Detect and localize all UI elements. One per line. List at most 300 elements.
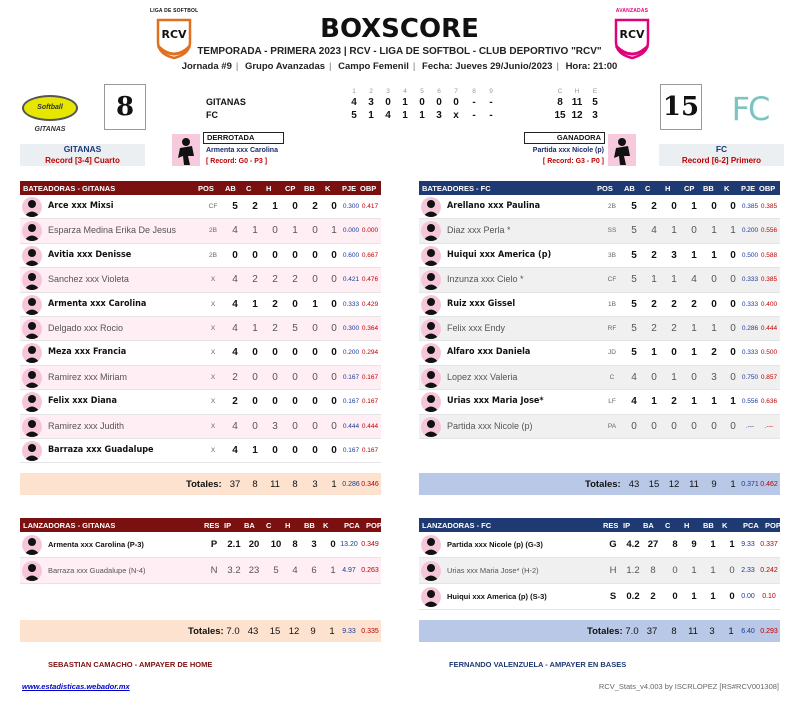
pitcher-ip: 2.1 <box>227 539 241 550</box>
batter-k: 0 <box>331 249 337 261</box>
batter-h: 0 <box>272 396 278 408</box>
batting-column-header[interactable]: POS <box>597 184 613 193</box>
totals-c: 8 <box>671 626 677 637</box>
batter-cp: 2 <box>691 298 697 310</box>
away-badge-record: Record [3-4] Cuarto <box>45 156 120 165</box>
batter-ab: 4 <box>232 298 238 310</box>
pitcher-res: P <box>210 539 218 550</box>
batter-cp: 4 <box>691 274 697 286</box>
batter-cp: 0 <box>292 420 298 432</box>
totals-k: 1 <box>329 626 335 637</box>
pitching-column-header[interactable]: C <box>665 521 671 530</box>
pitcher-pca: 9.33 <box>741 541 755 548</box>
batter-c: 0 <box>651 420 657 432</box>
player-avatar-icon <box>421 197 441 217</box>
linescore-away-name: GITANAS <box>206 97 246 107</box>
batter-pje: 0.333 <box>741 300 759 308</box>
batting-row[interactable] <box>20 195 381 219</box>
batter-name: Inzunza xxx Cielo * <box>447 274 524 285</box>
totals-c: 8 <box>252 479 258 491</box>
batter-pje: 0.167 <box>342 398 360 406</box>
pitcher-bb: 1 <box>710 591 716 602</box>
batting-row[interactable] <box>419 317 780 341</box>
batter-ab: 4 <box>232 444 238 456</box>
batting-row[interactable] <box>20 415 381 439</box>
batter-k: 0 <box>331 347 337 359</box>
batting-column-header[interactable]: AB <box>624 184 635 193</box>
away-inning-runs: 0 <box>453 97 459 108</box>
totals-bb: 9 <box>711 479 717 491</box>
pitcher-k: 0 <box>729 565 735 576</box>
batting-header <box>419 181 780 195</box>
pitching-column-header[interactable]: BA <box>643 521 654 530</box>
totals-h: 12 <box>288 626 300 637</box>
page-title: BOXSCORE <box>320 14 479 44</box>
batter-cp: 1 <box>691 201 697 212</box>
batter-cp: 0 <box>292 249 298 261</box>
pitcher-name: Huiqui xxx America (p) (S-3) <box>447 592 547 601</box>
batter-bb: 1 <box>312 298 318 310</box>
totals-bb: 3 <box>709 626 715 637</box>
batter-cp: 5 <box>292 322 298 334</box>
batter-cp: 0 <box>292 371 298 383</box>
totals-c: 15 <box>648 479 660 491</box>
totals-ba: 37 <box>646 626 658 637</box>
batter-c: 2 <box>651 322 657 334</box>
batter-pje: 0.300 <box>342 324 360 332</box>
table-spacer <box>419 463 780 473</box>
home-inning-runs: x <box>453 110 459 121</box>
player-avatar-icon <box>421 343 441 363</box>
pitching-totals <box>20 620 381 642</box>
batter-bb: 0 <box>312 225 318 237</box>
home-inning-runs: 4 <box>385 110 391 121</box>
batter-bb: 0 <box>312 322 318 334</box>
inning-header: 4 <box>403 88 407 95</box>
batter-obp: 0.667 <box>361 251 379 259</box>
batter-name: Ramirez xxx Judith <box>48 420 125 431</box>
batter-k: 0 <box>730 347 736 359</box>
totals-label: Totales: <box>186 479 222 491</box>
totals-k: 1 <box>728 626 734 637</box>
batter-position: 2B <box>608 203 616 210</box>
pitcher-name: Partida xxx Nicole (p) (G-3) <box>447 540 543 549</box>
pitcher-name: Barraza xxx Guadalupe (N-4) <box>48 566 146 575</box>
batter-k: 0 <box>730 201 736 212</box>
pitching-column-header[interactable]: H <box>684 521 690 530</box>
totals-bb: 9 <box>310 626 316 637</box>
batting-column-header[interactable]: BB <box>304 184 315 193</box>
batter-h: 2 <box>272 322 278 334</box>
pitching-column-header[interactable]: IP <box>623 521 631 530</box>
player-avatar-icon <box>421 417 441 437</box>
batter-obp: 0.500 <box>760 349 778 357</box>
pitching-column-header[interactable]: POP <box>366 521 382 530</box>
batter-k: 0 <box>730 249 736 261</box>
pitcher-res: N <box>210 565 218 576</box>
batting-column-header[interactable]: H <box>665 184 671 193</box>
batter-bb: 2 <box>711 347 717 359</box>
batting-row[interactable] <box>20 390 381 414</box>
batter-ab: 5 <box>232 201 238 212</box>
batter-obp: 0.167 <box>361 373 379 381</box>
batter-bb: 3 <box>711 371 717 383</box>
player-avatar-icon <box>421 319 441 339</box>
away-che: 5 <box>592 97 598 108</box>
pitching-row[interactable] <box>419 558 780 584</box>
batter-position: X <box>210 276 216 284</box>
batter-position: X <box>210 349 216 357</box>
pitching-column-header[interactable]: BB <box>703 521 714 530</box>
pitching-row[interactable] <box>419 584 780 610</box>
batting-totals <box>20 473 381 495</box>
website-link[interactable]: www.estadisticas.webador.mx <box>22 682 130 691</box>
batter-pje: 0.333 <box>741 349 759 357</box>
pitcher-pca: 13.20 <box>340 541 358 548</box>
batting-column-header[interactable]: C <box>246 184 252 193</box>
pitcher-pop: 0.263 <box>361 567 379 574</box>
pitcher-res: H <box>609 565 617 576</box>
player-avatar-icon <box>421 535 441 555</box>
batter-position: X <box>210 422 216 430</box>
batter-ab: 0 <box>631 420 637 432</box>
pitching-column-header[interactable]: PCA <box>743 521 759 530</box>
batting-row[interactable] <box>20 268 381 292</box>
pitching-column-header[interactable]: PCA <box>344 521 360 530</box>
player-avatar-icon <box>22 246 42 266</box>
batter-h: 0 <box>272 347 278 359</box>
batter-k: 0 <box>331 322 337 334</box>
batter-position: JD <box>608 349 616 357</box>
batting-title: BATEADORAS - GITANAS <box>23 184 116 193</box>
batter-k: 1 <box>730 396 736 408</box>
batting-row[interactable] <box>20 317 381 341</box>
home-pitching-table <box>419 518 780 642</box>
totals-k: 1 <box>331 479 337 491</box>
batter-position: PA <box>607 422 617 430</box>
batter-ab: 4 <box>232 322 238 334</box>
batter-position: 2B <box>209 227 217 235</box>
batter-c: 1 <box>651 347 657 359</box>
inning-header: 3 <box>386 88 390 95</box>
batting-column-header[interactable]: C <box>645 184 651 193</box>
batter-h: 1 <box>272 201 278 212</box>
batting-row[interactable] <box>20 219 381 243</box>
table-filler <box>20 584 381 620</box>
away-inning-runs: 0 <box>436 97 442 108</box>
batting-row[interactable] <box>419 219 780 243</box>
batter-c: 2 <box>651 298 657 310</box>
batter-ab: 4 <box>232 347 238 359</box>
batter-ab: 2 <box>232 396 238 408</box>
player-avatar-icon <box>22 392 42 412</box>
batting-row[interactable] <box>419 366 780 390</box>
pitcher-k: 0 <box>729 591 735 602</box>
batter-c: 1 <box>252 444 258 456</box>
totals-h: 11 <box>688 626 698 637</box>
batter-position: X <box>210 373 216 381</box>
batter-bb: 1 <box>711 225 717 237</box>
pitcher-ba: 27 <box>647 539 659 550</box>
home-inning-runs: 1 <box>419 110 425 121</box>
home-badge-record: Record [6-2] Primero <box>681 156 762 165</box>
batting-title: BATEADORES - FC <box>422 184 491 193</box>
totals-ip: 7.0 <box>226 626 240 637</box>
batter-obp: 0.476 <box>361 276 379 284</box>
away-che: 11 <box>571 97 583 108</box>
pitcher-k: 0 <box>330 539 336 550</box>
batter-cp: 1 <box>691 396 697 408</box>
pitcher-c: 0 <box>672 565 678 576</box>
winning-pitcher-name: Partida xxx Nicole (p) <box>532 147 604 154</box>
batter-h: 2 <box>272 298 278 310</box>
table-filler <box>419 439 780 463</box>
away-logo-text: Softball GITANAS <box>34 104 66 133</box>
batter-k: 0 <box>730 420 736 432</box>
batter-pje: 0.385 <box>741 203 759 210</box>
batter-cp: 1 <box>691 322 697 334</box>
pitching-column-header[interactable]: IP <box>224 521 232 530</box>
player-avatar-icon <box>22 368 42 388</box>
batter-pje: .--- <box>745 422 755 430</box>
totals-pje: 0.371 <box>741 481 759 489</box>
pitching-row[interactable] <box>20 532 381 558</box>
game-field: Campo Femenil <box>338 61 409 72</box>
pitching-column-header[interactable]: BA <box>244 521 255 530</box>
batting-column-header[interactable]: CP <box>684 184 695 193</box>
pitching-column-header[interactable]: H <box>285 521 291 530</box>
batter-ab: 5 <box>631 274 637 286</box>
batter-position: X <box>210 398 216 406</box>
home-inning-runs: - <box>489 110 493 121</box>
batter-name: Armenta xxx Carolina <box>48 298 147 309</box>
home-che: 12 <box>571 110 583 121</box>
batter-c: 1 <box>651 396 657 408</box>
pitcher-k: 1 <box>330 565 336 576</box>
batter-bb: 0 <box>312 420 318 432</box>
batter-obp: 0.429 <box>361 300 379 308</box>
batting-totals <box>419 473 780 495</box>
batter-c: 2 <box>651 249 657 261</box>
batter-h: 1 <box>671 225 677 237</box>
batter-position: X <box>210 324 216 332</box>
batter-cp: 0 <box>691 371 697 383</box>
player-avatar-icon <box>22 561 42 581</box>
batter-pje: 0.421 <box>342 276 360 284</box>
batting-row[interactable] <box>20 341 381 365</box>
batter-position: LF <box>608 398 616 406</box>
batter-bb: 1 <box>711 322 717 334</box>
pitcher-name: Urias xxx Maria Jose* (H-2) <box>447 566 539 575</box>
che-header: E <box>592 88 598 95</box>
batter-ab: 0 <box>232 249 238 261</box>
batter-bb: 0 <box>312 371 318 383</box>
batting-row[interactable] <box>20 293 381 317</box>
batter-h: 0 <box>272 371 278 383</box>
batting-header <box>20 181 381 195</box>
batter-c: 1 <box>252 298 258 310</box>
batting-row[interactable] <box>20 366 381 390</box>
batting-column-header[interactable]: OBP <box>759 184 776 193</box>
pitching-column-header[interactable]: BB <box>304 521 315 530</box>
batter-cp: 0 <box>292 396 298 408</box>
pitcher-pop: 0.349 <box>361 541 379 548</box>
batter-k: 0 <box>331 371 337 383</box>
batting-row[interactable] <box>419 293 780 317</box>
batter-obp: .--- <box>764 422 774 430</box>
pitching-column-header[interactable]: K <box>323 521 329 530</box>
away-team-logo <box>22 95 78 133</box>
inning-header: 1 <box>352 88 356 95</box>
batter-bb: 0 <box>312 274 318 286</box>
pitcher-pca: 4.97 <box>342 567 356 574</box>
pitching-header <box>419 518 780 532</box>
batter-pje: 0.000 <box>342 227 360 235</box>
away-inning-runs: 0 <box>385 97 391 108</box>
home-inning-runs: 1 <box>368 110 374 121</box>
pitching-header <box>20 518 381 532</box>
batter-position: X <box>210 300 216 308</box>
pitching-row[interactable] <box>419 532 780 558</box>
batting-row[interactable] <box>20 244 381 268</box>
away-badge-name: GITANAS <box>63 144 102 154</box>
pitcher-silhouette-icon <box>608 134 636 166</box>
pitcher-ip: 3.2 <box>227 565 241 576</box>
batter-obp: 0.400 <box>760 300 778 308</box>
pitching-column-header[interactable]: RES <box>603 521 619 530</box>
batter-c: 0 <box>252 420 258 432</box>
pitcher-c: 5 <box>273 565 279 576</box>
home-inning-runs: 3 <box>436 110 442 121</box>
batter-pje: 0.200 <box>342 349 360 357</box>
batter-k: 0 <box>730 298 736 310</box>
batter-h: 2 <box>272 274 278 286</box>
pitching-column-header[interactable]: RES <box>204 521 220 530</box>
winning-pitcher-record: [ Record: G3 - P0 ] <box>542 158 604 165</box>
totals-h: 12 <box>668 479 680 491</box>
inning-header: 6 <box>437 88 441 95</box>
batter-pje: 0.750 <box>741 373 759 381</box>
pitching-column-header[interactable]: K <box>722 521 728 530</box>
player-avatar-icon <box>421 368 441 388</box>
batting-row[interactable] <box>419 415 780 439</box>
table-filler <box>419 610 780 620</box>
batter-bb: 0 <box>711 201 717 212</box>
batter-position: X <box>210 446 216 454</box>
batter-bb: 0 <box>312 444 318 456</box>
batter-h: 0 <box>272 225 278 237</box>
batter-k: 0 <box>331 444 337 456</box>
batting-column-header[interactable]: K <box>325 184 331 193</box>
batter-name: Ruiz xxx Gissel <box>447 298 516 309</box>
group-logo-caption: AVANZADAS <box>615 8 649 14</box>
batting-column-header[interactable]: H <box>266 184 272 193</box>
away-inning-runs: - <box>489 97 493 108</box>
player-avatar-icon <box>22 535 42 555</box>
pitcher-pop: 0.337 <box>760 541 778 548</box>
batting-column-header[interactable]: K <box>724 184 730 193</box>
batter-c: 2 <box>252 201 258 212</box>
che-header: C <box>557 88 563 95</box>
batter-name: Delgado xxx Rocio <box>48 322 124 333</box>
home-batting-table <box>419 181 780 495</box>
batter-h: 2 <box>671 298 677 310</box>
home-inning-runs: 5 <box>351 110 357 121</box>
home-badge-name: FC <box>715 144 728 154</box>
batter-name: Lopez xxx Valeria <box>447 371 518 382</box>
batter-k: 0 <box>730 322 736 334</box>
batting-column-header[interactable]: AB <box>225 184 236 193</box>
batter-name: Arellano xxx Paulina <box>447 201 541 211</box>
totals-cp: 11 <box>689 479 699 491</box>
batting-row[interactable] <box>419 341 780 365</box>
batting-row[interactable] <box>20 439 381 463</box>
batting-column-header[interactable]: CP <box>285 184 296 193</box>
batting-column-header[interactable]: PJE <box>741 184 756 193</box>
pitcher-pop: 0.10 <box>762 593 776 600</box>
batter-k: 0 <box>730 274 736 286</box>
batting-column-header[interactable]: PJE <box>342 184 357 193</box>
player-avatar-icon <box>22 417 42 437</box>
batting-row[interactable] <box>419 195 780 219</box>
pitcher-c: 10 <box>270 539 282 550</box>
totals-ba: 43 <box>247 626 259 637</box>
batter-bb: 0 <box>312 347 318 359</box>
pitcher-silhouette-icon <box>172 134 200 166</box>
totals-k: 1 <box>730 479 736 491</box>
batter-obp: 0.588 <box>760 251 778 259</box>
batter-ab: 4 <box>232 274 238 286</box>
batter-c: 2 <box>252 274 258 286</box>
group-logo-text: RCV <box>619 28 645 41</box>
batter-h: 0 <box>671 347 677 359</box>
batter-cp: 1 <box>292 225 298 237</box>
pitching-column-header[interactable]: C <box>266 521 272 530</box>
batting-row[interactable] <box>419 244 780 268</box>
batter-cp: 1 <box>691 249 697 261</box>
away-inning-runs: 4 <box>351 97 357 108</box>
totals-pca: 9.33 <box>342 628 356 635</box>
batter-name: Esparza Medina Erika De Jesus <box>48 225 177 236</box>
batter-pje: 0.333 <box>342 300 360 308</box>
totals-cp: 8 <box>292 479 298 491</box>
batter-pje: 0.500 <box>741 251 759 259</box>
batter-c: 1 <box>651 274 657 286</box>
game-group: Grupo Avanzadas <box>244 61 326 72</box>
batter-obp: 0.167 <box>361 398 379 406</box>
batter-c: 0 <box>651 371 657 383</box>
che-header: H <box>574 88 580 95</box>
batter-name: Meza xxx Francia <box>48 347 127 358</box>
league-logo-text: RCV <box>161 28 187 41</box>
totals-label: Totales: <box>188 626 224 637</box>
batter-position: 1B <box>608 300 616 308</box>
batting-column-header[interactable]: POS <box>198 184 214 193</box>
batting-column-header[interactable]: OBP <box>360 184 377 193</box>
batting-row[interactable] <box>419 390 780 414</box>
pitcher-name: Armenta xxx Carolina (P-3) <box>48 540 144 549</box>
batter-name: Felix xxx Diana <box>48 396 117 407</box>
pitching-row[interactable] <box>20 558 381 584</box>
batter-position: 3B <box>608 251 616 259</box>
pitching-column-header[interactable]: POP <box>765 521 781 530</box>
batting-row[interactable] <box>419 268 780 292</box>
losing-pitcher-record: [ Record: G0 - P3 ] <box>206 158 268 165</box>
batter-name: Ramirez xxx Miriam <box>48 371 128 382</box>
batter-cp: 0 <box>292 201 298 212</box>
batter-h: 0 <box>671 201 677 212</box>
batting-column-header[interactable]: BB <box>703 184 714 193</box>
